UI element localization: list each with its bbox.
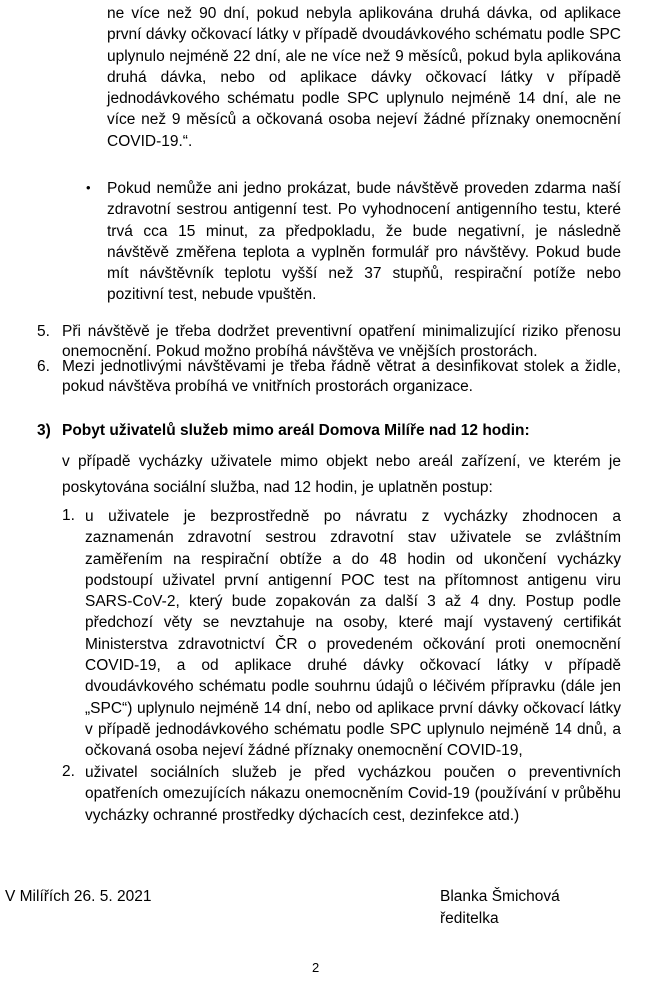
section-3-item-1-text: u uživatele je bezprostředně po návratu z vycházky zhodnocen a zaznamenán zdravotní sestrou zdravotní stav uživatele se zvláštním zaměřením na respirační obtíže a do 48 hodin od ukončení vycházky podstoupí uživatel první antigenní POC test na přítomnost antigenu viru SARS-CoV-2, který bude zopakován za další 3 až 4 dny. Postup podle předchozí věty se nevztahuje na osoby, které mají vystavený certifikát Ministerstva zdravotnictví ČR o provedeném očkování proti onemocnění COVID-19, a od aplikace druhé dávky očkovací látky v případě dvoudávkového schématu podle souhrnu údajů o léčivém přípravku (dále jen „SPC“) uplynulo nejméně 14 dní, nebo od aplikace první dávky očkovací látky v případě jednodávkového schématu podle SPC uplynulo nejméně 14 dnů, a očkovaná osoba nejeví žádné příznaky onemocnění COVID-19,	[85, 508, 621, 760]
bullet-marker: •	[86, 180, 91, 195]
continuation-paragraph: ne více než 90 dní, pokud nebyla aplikována druhá dávka, od aplikace první dávky očkovací látky v případě dvoudávkového schématu podle SPC uplynulo nejméně 22 dní, ale ne více než 9 měsíců, pokud byla aplikována druhá dávka, nebo od aplikace dávky očkovací látky v případě jednodávkového schématu podle SPC uplynulo nejméně 14 dní, ale ne více než 9 měsíců a očkovaná osoba nejeví žádné příznaky onemocnění COVID-19.“.	[107, 5, 621, 150]
signer-title: ředitelka	[440, 910, 499, 927]
section-3-intro-line-1: v případě vycházky uživatele mimo objekt nebo areál zařízení, ve kterém je	[62, 453, 621, 470]
rule-5-text: Při návštěvě je třeba dodržet preventivní opatření minimalizující riziko přenosu onemocnění. Pokud možno probíhá návštěva ve vnějších prostorách.	[62, 323, 621, 361]
page-number: 2	[312, 960, 320, 975]
section-3-item-2-number: 2.	[62, 763, 75, 780]
section-3-item-2-text: uživatel sociálních služeb je před vycházkou poučen o preventivních opatřeních omezujících nákazu onemocněním Covid-19 (používání v průběhu vycházky ochranné prostředky dýchacích cest, dezinfekce atd.)	[85, 764, 621, 824]
signer-name: Blanka Šmichová	[440, 888, 560, 905]
section-3-number: 3)	[37, 422, 51, 439]
rule-6-text: Mezi jednotlivými návštěvami je třeba řádně větrat a desinfikovat stolek a židle, pokud návštěva probíhá ve vnitřních prostorách organizace.	[62, 358, 621, 396]
rule-6-number: 6.	[37, 358, 50, 375]
section-3-intro-line-2: poskytována sociální služba, nad 12 hodin, je uplatněn postup:	[62, 479, 493, 496]
place-date: V Milířích 26. 5. 2021	[5, 888, 152, 905]
section-3-heading: Pobyt uživatelů služeb mimo areál Domova Milíře nad 12 hodin:	[62, 422, 530, 439]
rule-5-number: 5.	[37, 323, 50, 340]
section-3-item-1-number: 1.	[62, 507, 75, 524]
bullet-paragraph: Pokud nemůže ani jedno prokázat, bude návštěvě proveden zdarma naší zdravotní sestrou antigenní test. Po vyhodnocení antigenního testu, které trvá cca 15 minut, za předpokladu, že bude negativní, je následně návštěvě změřena teplota a vyplněn formulář pro návštěvy. Pokud bude mít návštěvník teplotu vyšší než 37 stupňů, respirační potíže nebo pozitivní test, nebude vpuštěn.	[107, 180, 621, 304]
